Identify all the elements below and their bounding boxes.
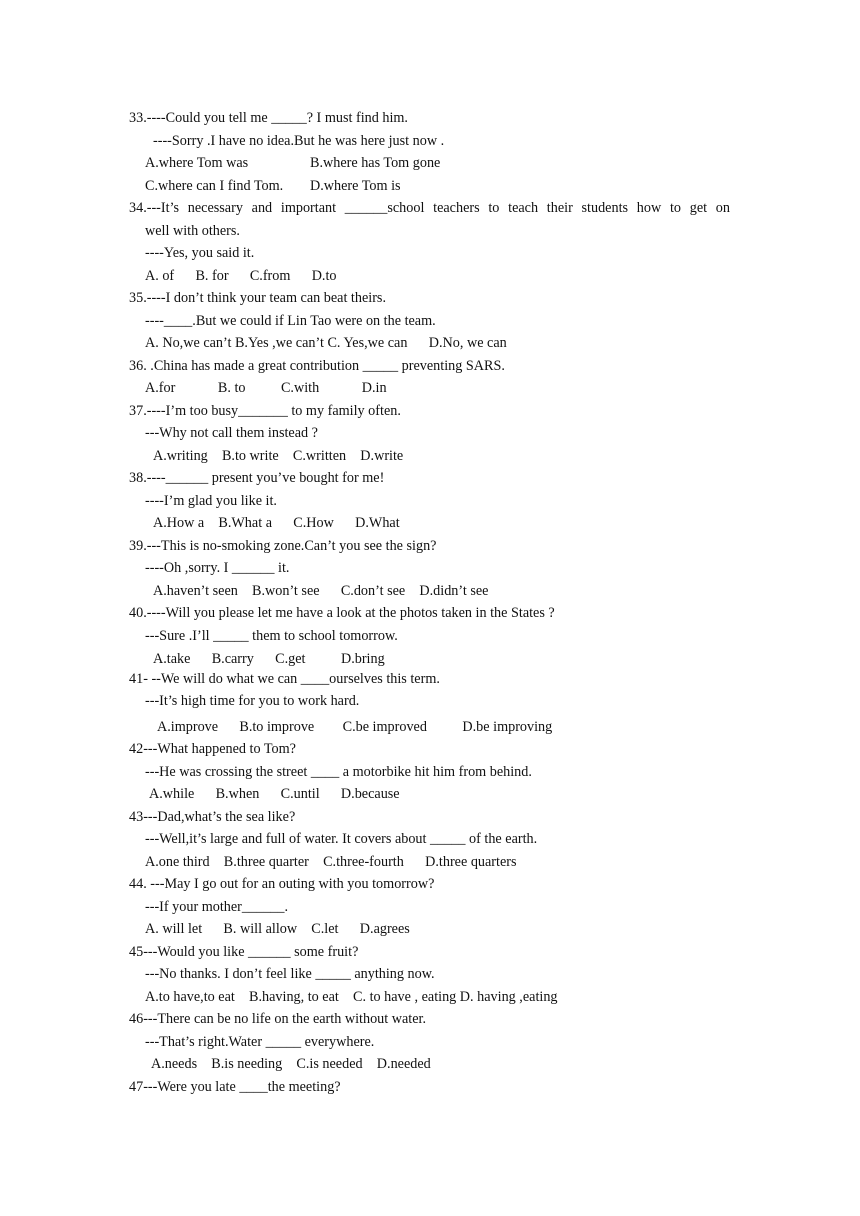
q41-options: A.improve B.to improve C.be improved D.be improving xyxy=(157,719,553,735)
q42-options: A.while B.when C.until D.because xyxy=(149,786,400,802)
q33-stem: 33.----Could you tell me _____? I must find him. xyxy=(129,110,408,126)
q42-reply: ---He was crossing the street ____ a motorbike hit him from behind. xyxy=(145,764,532,780)
q34-stem: 34.---It’s necessary and important ______school teachers to teach their students how to get on xyxy=(129,200,730,216)
q33-option-d: D.where Tom is xyxy=(310,178,401,194)
q45-options: A.to have,to eat B.having, to eat C. to have , eating D. having ,eating xyxy=(145,989,558,1005)
q45-reply: ---No thanks. I don’t feel like _____ anything now. xyxy=(145,966,435,982)
q36-options: A.for B. to C.with D.in xyxy=(145,380,387,396)
q37-options: A.writing B.to write C.written D.write xyxy=(153,448,404,464)
q46-reply: ---That’s right.Water _____ everywhere. xyxy=(145,1034,375,1050)
q37-reply: ---Why not call them instead ? xyxy=(145,425,318,441)
q33-option-c: C.where can I find Tom. xyxy=(145,178,284,194)
q45-stem: 45---Would you like ______ some fruit? xyxy=(129,944,359,960)
q35-options: A. No,we can’t B.Yes ,we can’t C. Yes,we can D.No, we can xyxy=(145,335,507,351)
q34-stem-continued: well with others. xyxy=(145,223,240,239)
q44-reply: ---If your mother______. xyxy=(145,899,289,915)
q39-reply: ----Oh ,sorry. I ______ it. xyxy=(145,560,290,576)
q35-stem: 35.----I don’t think your team can beat theirs. xyxy=(129,290,387,306)
q44-options: A. will let B. will allow C.let D.agrees xyxy=(145,921,410,937)
q34-options: A. of B. for C.from D.to xyxy=(145,268,337,284)
q43-reply: ---Well,it’s large and full of water. It covers about _____ of the earth. xyxy=(145,831,538,847)
q33-option-a: A.where Tom was xyxy=(145,155,249,171)
q42-stem: 42---What happened to Tom? xyxy=(129,741,296,757)
q35-reply: ----____.But we could if Lin Tao were on the team. xyxy=(145,313,436,329)
q33-option-b: B.where has Tom gone xyxy=(310,155,441,171)
q40-reply: ---Sure .I’ll _____ them to school tomorrow. xyxy=(145,628,398,644)
q37-stem: 37.----I’m too busy_______ to my family often. xyxy=(129,403,401,419)
q46-options: A.needs B.is needing C.is needed D.needed xyxy=(151,1056,431,1072)
q47-stem: 47---Were you late ____the meeting? xyxy=(129,1079,341,1095)
q38-stem: 38.----______ present you’ve bought for me! xyxy=(129,470,385,486)
q34-reply: ----Yes, you said it. xyxy=(145,245,255,261)
q38-options: A.How a B.What a C.How D.What xyxy=(153,515,400,531)
q39-stem: 39.---This is no-smoking zone.Can’t you see the sign? xyxy=(129,538,437,554)
q43-stem: 43---Dad,what’s the sea like? xyxy=(129,809,296,825)
q33-reply: ----Sorry .I have no idea.But he was here just now . xyxy=(153,133,445,149)
q36-stem: 36. .China has made a great contribution _____ preventing SARS. xyxy=(129,358,505,374)
q41-stem: 41- --We will do what we can ____ourselves this term. xyxy=(129,671,440,687)
q44-stem: 44. ---May I go out for an outing with you tomorrow? xyxy=(129,876,435,892)
q41-reply: ---It’s high time for you to work hard. xyxy=(145,693,360,709)
q40-options: A.take B.carry C.get D.bring xyxy=(153,651,385,667)
q46-stem: 46---There can be no life on the earth without water. xyxy=(129,1011,427,1027)
q39-options: A.haven’t seen B.won’t see C.don’t see D.didn’t see xyxy=(153,583,489,599)
q40-stem: 40.----Will you please let me have a look at the photos taken in the States ? xyxy=(129,605,555,621)
q38-reply: ----I’m glad you like it. xyxy=(145,493,277,509)
q43-options: A.one third B.three quarter C.three-fourth D.three quarters xyxy=(145,854,517,870)
